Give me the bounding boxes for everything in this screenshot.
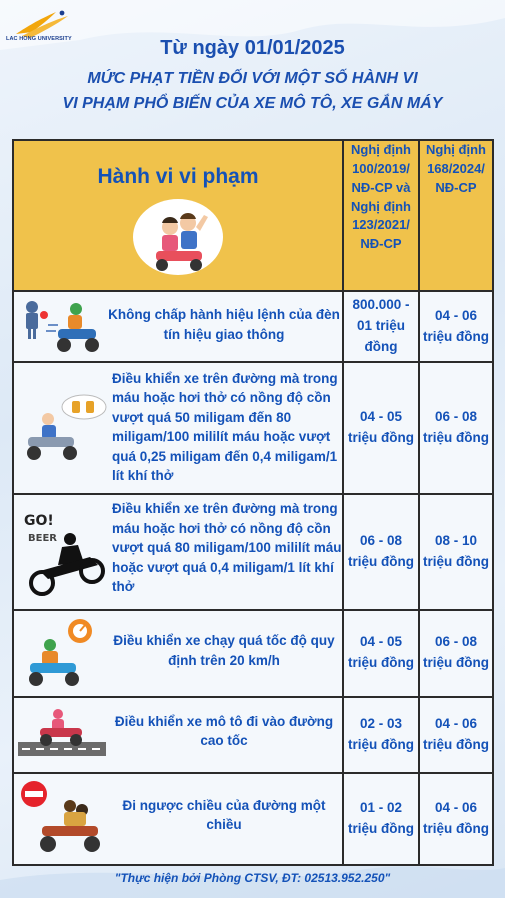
no-entry-icon — [18, 778, 110, 858]
row-description-cell — [14, 292, 342, 360]
table-row — [13, 494, 493, 610]
row-old-fine: 04 - 05 triệu đồng — [343, 610, 419, 696]
row-description: Đi ngược chiều của đường một chiều — [122, 797, 326, 833]
table-row — [13, 610, 493, 696]
row-description-cell — [14, 698, 342, 772]
speedometer-icon — [18, 615, 106, 691]
header-decree-old: Nghị định 100/2019/ NĐ-CP và Nghị định 123/2021/ NĐ-CP — [343, 140, 419, 291]
header-decree-new: Nghị định 168/2024/ NĐ-CP — [419, 140, 493, 291]
row-new-fine: 06 - 08 triệu đồng — [419, 610, 493, 696]
row-description: Điều khiển xe trên đường mà trong máu hoặc hơi thở có nồng độ cồn vượt quá 80 miligam/100 mililít máu hoặc vượt quá 0,4 miligam/1 lít khí thở — [112, 500, 342, 595]
row-new-fine: 04 - 06 triệu đồng — [419, 291, 493, 361]
row-old-fine: 06 - 08 triệu đồng — [343, 494, 419, 610]
page-title-line2: MỨC PHẠT TIỀN ĐỐI VỚI MỘT SỐ HÀNH VI — [87, 70, 418, 87]
row-description-cell — [14, 611, 342, 695]
couple-on-motorbike-icon — [132, 197, 224, 277]
table-row — [13, 362, 493, 494]
row-old-fine: 01 - 02 triệu đồng — [343, 773, 419, 865]
row-description: Điều khiển xe mô tô đi vào đường cao tốc — [114, 713, 334, 749]
row-description-cell — [14, 363, 342, 493]
row-new-fine: 06 - 08 triệu đồng — [419, 362, 493, 494]
traffic-police-motorbike-icon — [18, 295, 104, 357]
row-description-cell — [14, 495, 342, 609]
svg-text:BEER: BEER — [28, 532, 57, 544]
header-violation-cell — [13, 140, 343, 291]
brand-name: LAC HONG UNIVERSITY — [6, 36, 72, 42]
row-description-cell — [14, 774, 342, 864]
table-header-row — [13, 140, 493, 291]
row-new-fine: 04 - 06 triệu đồng — [419, 773, 493, 865]
row-old-fine: 04 - 05 triệu đồng — [343, 362, 419, 494]
stunt-rider-icon — [18, 505, 110, 599]
row-old-fine: 02 - 03 triệu đồng — [343, 697, 419, 773]
row-old-fine: 800.000 - 01 triệu đồng — [343, 291, 419, 361]
drunk-rider-icon — [18, 393, 110, 463]
page-title-line3: VI PHẠM PHỔ BIẾN CỦA XE MÔ TÔ, XE GẮN MÁY — [62, 95, 443, 112]
header-violation: Hành vi vi phạm — [97, 165, 259, 188]
row-new-fine: 04 - 06 triệu đồng — [419, 697, 493, 773]
table-row — [13, 697, 493, 773]
row-new-fine: 08 - 10 triệu đồng — [419, 494, 493, 610]
svg-text:GO!: GO! — [24, 512, 54, 529]
table-row — [13, 291, 493, 361]
fines-table — [12, 139, 494, 866]
page-title-date: Từ ngày 01/01/2025 — [160, 37, 345, 59]
row-description: Không chấp hành hiệu lệnh của đèn tín hiệu giao thông — [108, 307, 340, 342]
table-row — [13, 773, 493, 865]
row-description: Điều khiển xe chạy quá tốc độ quy định trên 20 km/h — [113, 633, 335, 668]
highway-motorbike-icon — [18, 704, 106, 762]
footer-credit: "Thực hiện bởi Phòng CTSV, ĐT: 02513.952.250" — [114, 871, 391, 885]
row-description: Điều khiển xe trên đường mà trong máu hoặc hơi thở có nồng độ cồn vượt quá 50 miligam đến 80 miligam/100 mililít máu hoặc vượt quá 0,25 miligam đến 0,4 miligam/1 lít khí thở — [112, 370, 338, 484]
